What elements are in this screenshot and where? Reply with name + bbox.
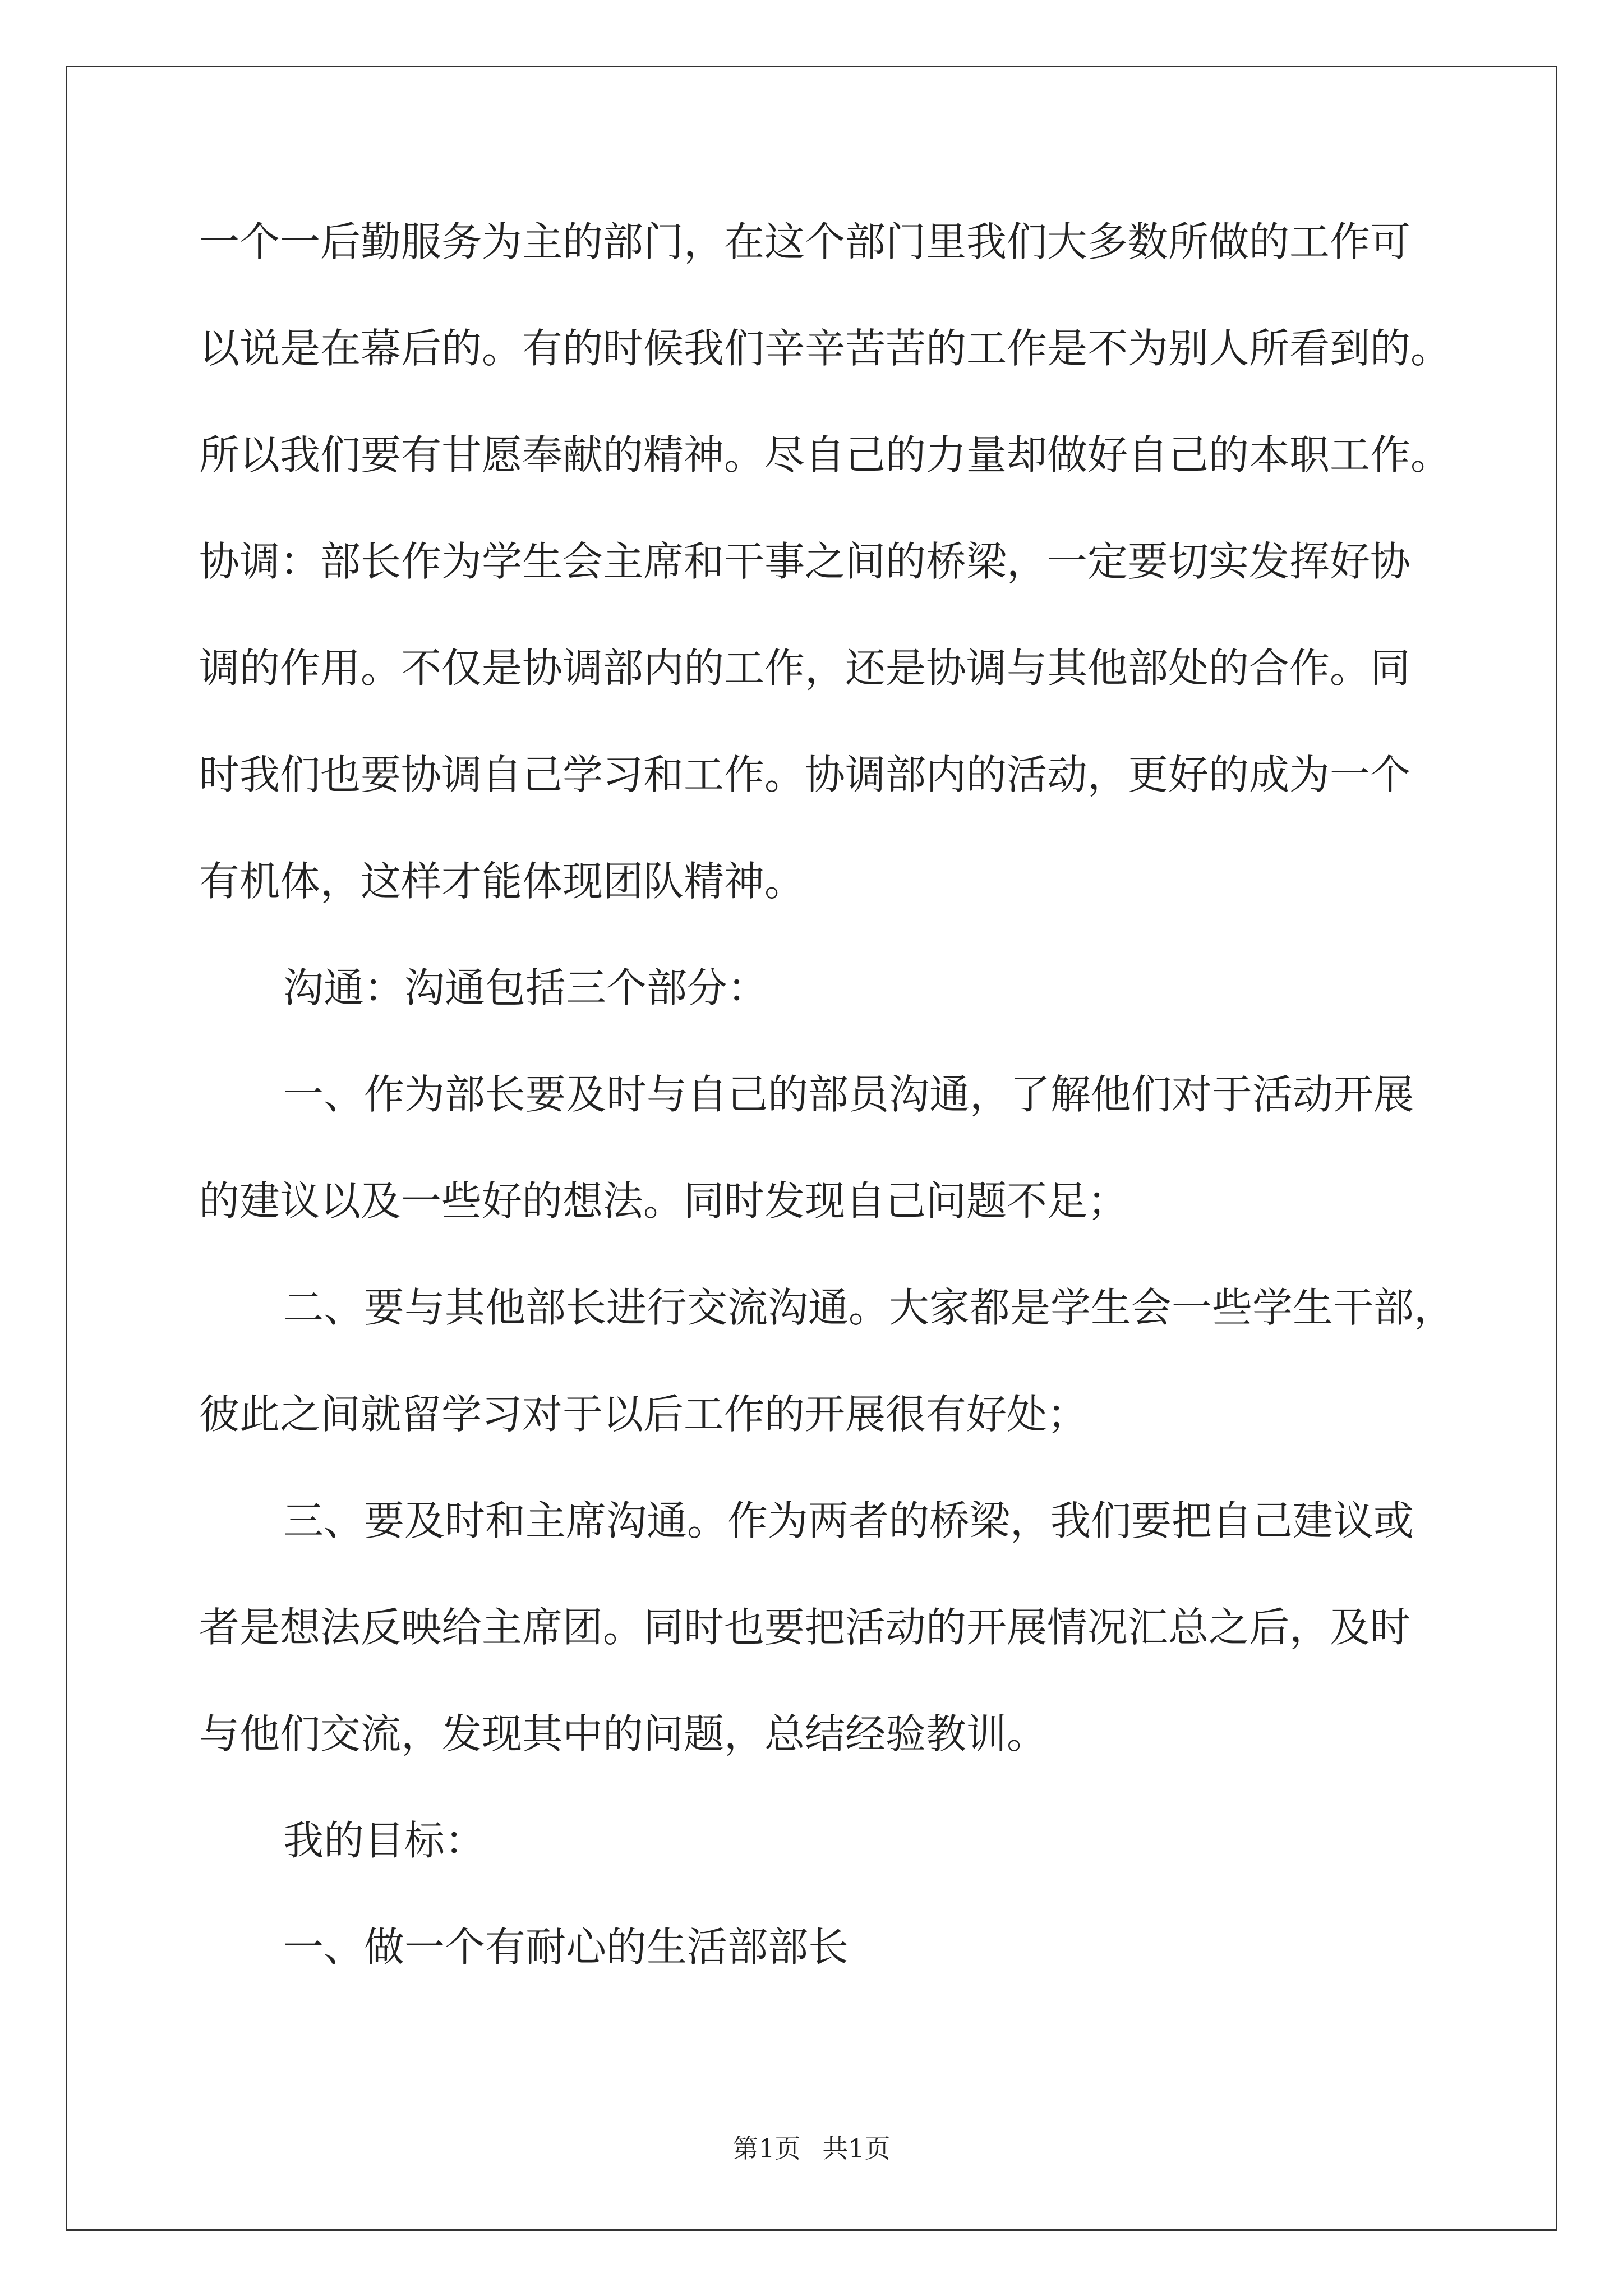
document-body [199, 213, 1455, 1976]
body-line-9: 一、作为部长要及时与自己的部员沟通，了解他们对于活动开展 [283, 1071, 1414, 1118]
body-line-6: 时我们也要协调自己学习和工作。协调部内的活动，更好的成为一个 [199, 751, 1411, 798]
page-number-current: 第1页 [732, 2133, 801, 2164]
body-line-12: 彼此之间就留学习对于以后工作的开展很有好处； [199, 1391, 1088, 1438]
body-line-13: 三、要及时和主席沟通。作为两者的桥梁，我们要把自己建议或 [283, 1497, 1414, 1544]
body-line-3: 所以我们要有甘愿奉献的精神。尽自己的力量却做好自己的本职工作。 [199, 431, 1451, 478]
body-line-17: 一、做一个有耐心的生活部部长 [283, 1924, 849, 1971]
body-line-7: 有机体，这样才能体现团队精神。 [199, 858, 805, 905]
body-line-2: 以说是在幕后的。有的时候我们辛辛苦苦的工作是不为别人所看到的。 [199, 325, 1451, 372]
body-line-5: 调的作用。不仅是协调部内的工作，还是协调与其他部处的合作。同 [199, 645, 1411, 692]
body-line-1: 一个一后勤服务为主的部门，在这个部门里我们大多数所做的工作可 [199, 218, 1411, 265]
page-footer [0, 2132, 1623, 2165]
body-line-8: 沟通：沟通包括三个部分： [283, 964, 768, 1011]
body-line-10: 的建议以及一些好的想法。同时发现自己问题不足； [199, 1177, 1128, 1225]
body-line-14: 者是想法反映给主席团。同时也要把活动的开展情况汇总之后，及时 [199, 1604, 1411, 1651]
page-number-total: 共1页 [822, 2133, 891, 2164]
body-line-11: 二、要与其他部长进行交流沟通。大家都是学生会一些学生干部， [283, 1284, 1455, 1331]
body-line-16: 我的目标： [283, 1817, 486, 1864]
body-line-4: 协调：部长作为学生会主席和干事之间的桥梁，一定要切实发挥好协 [199, 538, 1411, 585]
body-line-15: 与他们交流，发现其中的问题，总结经验教训。 [199, 1710, 1048, 1757]
